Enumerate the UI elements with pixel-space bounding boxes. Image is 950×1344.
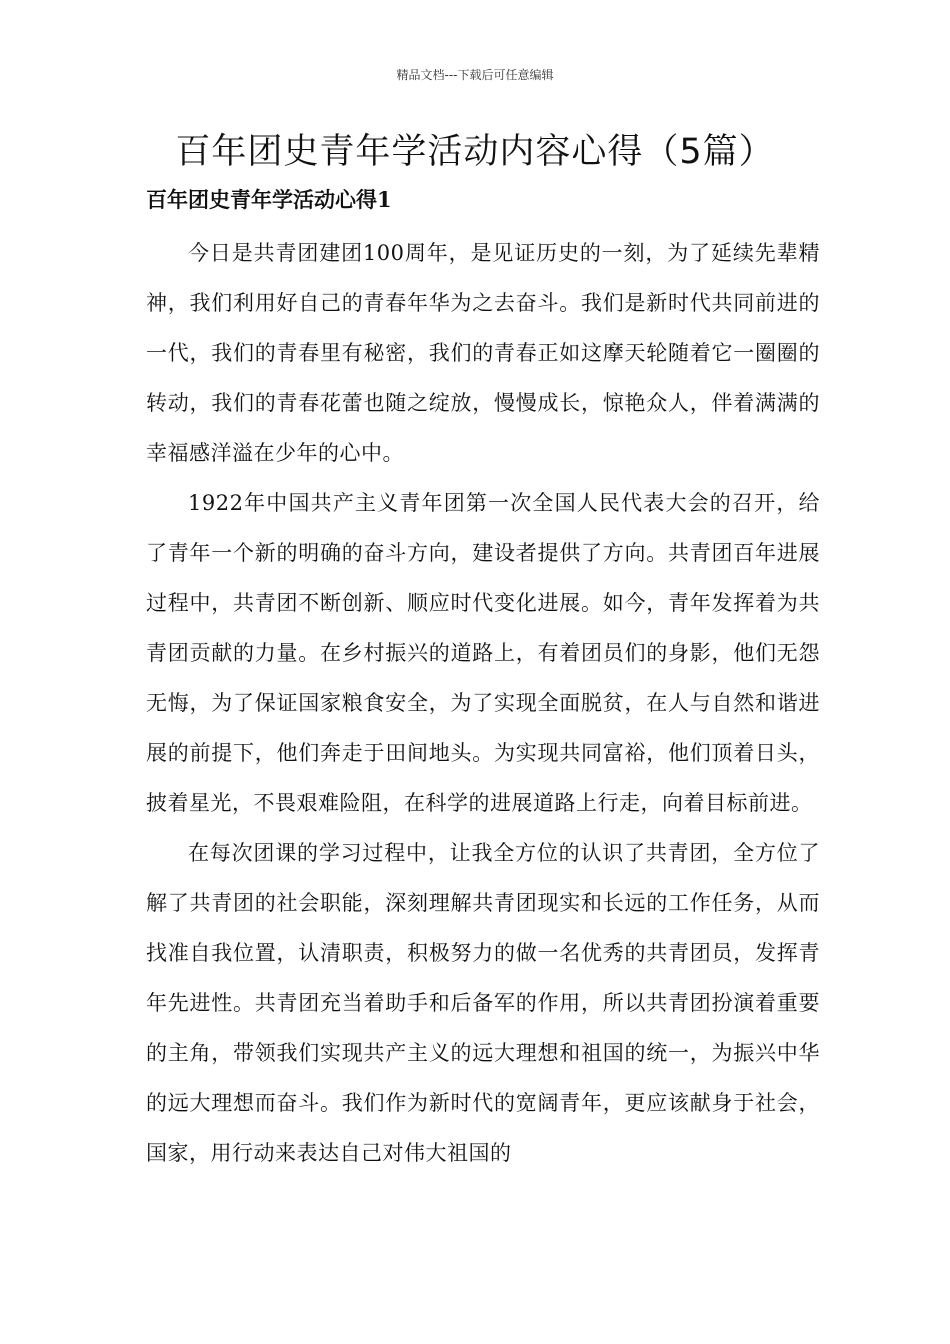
header-note: 精品文档---下载后可任意编辑 bbox=[396, 68, 554, 82]
section-heading: 百年团史青年学活动心得1 bbox=[146, 187, 392, 212]
paragraph-1: 今日是共青团建团100周年，是见证历史的一刻，为了延续先辈精神，我们利用好自己的青春年华为之去奋斗。我们是新时代共同前进的一代，我们的青春里有秘密，我们的青春正如这摩天轮随着它一圈圈的转动，我们的青春花蕾也随之绽放，慢慢成长，惊艳众人，伴着满满的幸福感洋溢在少年的心中。 bbox=[146, 241, 820, 465]
paragraph-2: 1922年中国共产主义青年团第一次全国人民代表大会的召开，给了青年一个新的明确的奋斗方向，建设者提供了方向。共青团百年进展过程中，共青团不断创新、顺应时代变化进展。如今，青年发挥着为共青团贡献的力量。在乡村振兴的道路上，有着团员们的身影，他们无怨无悔，为了保证国家粮食安全，为了实现全面脱贫，在人与自然和谐进展的前提下，他们奔走于田间地头。为实现共同富裕，他们顶着日头，披着星光，不畏艰难险阻，在科学的进展道路上行走，向着目标前进。 bbox=[146, 491, 820, 815]
paragraph-3: 在每次团课的学习过程中，让我全方位的认识了共青团，全方位了解了共青团的社会职能，深刻理解共青团现实和长远的工作任务，从而找准自我位置，认清职责，积极努力的做一名优秀的共青团员，发挥青年先进性。共青团充当着助手和后备军的作用，所以共青团扮演着重要的主角，带领我们实现共产主义的远大理想和祖国的统一，为振兴中华的远大理想而奋斗。我们作为新时代的宽阔青年，更应该献身于社会，国家，用行动来表达自己对伟大祖国的 bbox=[146, 841, 820, 1165]
body-text bbox=[146, 228, 820, 1178]
document-title: 百年团史青年学活动内容心得（5篇） bbox=[175, 132, 775, 172]
